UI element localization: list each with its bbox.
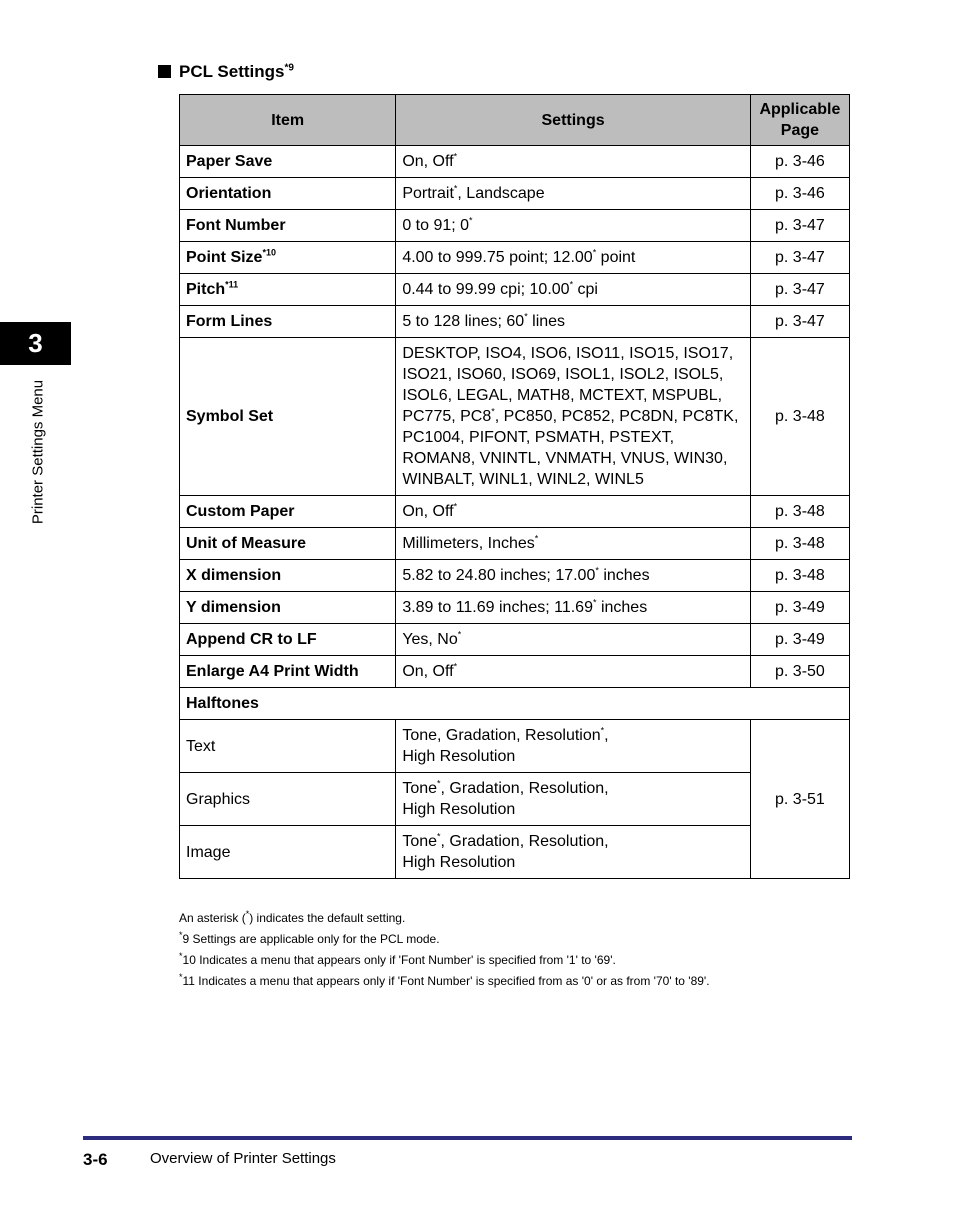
row-item-cell	[180, 274, 396, 306]
row-page-cell	[750, 592, 849, 624]
row-settings-cell	[396, 274, 751, 306]
square-bullet-icon	[158, 65, 171, 78]
table-row	[180, 592, 850, 624]
sub-settings-text-line2: High Resolution	[402, 801, 516, 818]
halftones-page-ref: p. 3-51	[775, 790, 825, 808]
section-heading	[158, 62, 294, 82]
default-asterisk: *	[453, 661, 458, 672]
row-item-label: Custom Paper	[186, 503, 295, 520]
footnote	[179, 950, 879, 971]
default-asterisk: *	[437, 831, 441, 842]
row-settings-cell	[396, 338, 751, 496]
row-item-cell	[180, 146, 396, 178]
pcl-settings-table	[179, 94, 850, 879]
row-page-ref: p. 3-46	[775, 185, 825, 202]
row-page-ref: p. 3-50	[775, 663, 825, 680]
default-asterisk: *	[453, 151, 458, 162]
row-item-footnote-mark: *11	[225, 279, 239, 290]
row-page-cell	[750, 178, 849, 210]
sub-settings-text: Tone	[402, 833, 438, 850]
row-settings-text: DESKTOP, ISO4, ISO6, ISO11, ISO15, ISO17, ISO21, ISO60, ISO69, ISOL1, ISOL2, ISOL5, ISOL6, LEGAL, MATH8, MCTEXT, MSPUBL, PC775, PC8	[402, 345, 734, 425]
table-row	[180, 560, 850, 592]
sub-settings-cell	[396, 720, 751, 773]
row-item-label: Pitch	[186, 281, 226, 298]
header-page-line2: Page	[780, 122, 820, 139]
row-item-label: Unit of Measure	[186, 535, 307, 552]
row-item-label: Symbol Set	[186, 408, 274, 425]
row-settings-cell	[396, 178, 751, 210]
row-item-label: Paper Save	[186, 153, 273, 170]
sub-item-cell	[180, 720, 396, 773]
row-item-cell	[180, 528, 396, 560]
halftones-label-cell	[180, 688, 850, 720]
sub-settings-text-line2: High Resolution	[402, 748, 516, 765]
table-row-halftone-sub	[180, 773, 850, 826]
sub-settings-text-line2: High Resolution	[402, 854, 516, 871]
row-page-ref: p. 3-48	[775, 408, 825, 425]
table-row-halftones	[180, 688, 850, 720]
row-page-cell	[750, 624, 849, 656]
row-settings-cell	[396, 210, 751, 242]
row-page-cell	[750, 656, 849, 688]
row-settings-text-cont: lines	[527, 313, 566, 330]
table-row-halftone-sub	[180, 720, 850, 773]
row-settings-text: Millimeters, Inches	[402, 535, 535, 552]
header-settings: Settings	[396, 95, 751, 146]
row-item-cell	[180, 496, 396, 528]
row-settings-text: 5 to 128 lines; 60	[402, 313, 525, 330]
row-page-cell	[750, 274, 849, 306]
default-asterisk: *	[534, 533, 539, 544]
header-applicable-page	[750, 95, 849, 146]
footnote-asterisk: *	[245, 909, 250, 919]
row-settings-text-cont: , PC850, PC852, PC8DN, PC8TK, PC1004, PIFONT, PSMATH, PSTEXT, ROMAN8, VNINTL, VNMATH, VNUS, WIN30, WINBALT, WINL1, WINL2, WINL5	[402, 408, 739, 488]
header-page-line1: Applicable	[759, 101, 841, 118]
footnote	[179, 908, 879, 929]
default-asterisk: *	[569, 279, 574, 290]
row-page-ref: p. 3-48	[775, 503, 825, 520]
table-row	[180, 274, 850, 306]
row-page-ref: p. 3-47	[775, 313, 825, 330]
row-settings-text: 3.89 to 11.69 inches; 11.69	[402, 599, 593, 616]
table-row	[180, 656, 850, 688]
default-asterisk: *	[437, 778, 441, 789]
footnote-asterisk: *	[179, 951, 183, 961]
footnote	[179, 929, 879, 950]
row-item-cell	[180, 338, 396, 496]
row-settings-cell	[396, 592, 751, 624]
sub-settings-text: Tone	[402, 780, 438, 797]
row-item-label: Y dimension	[186, 599, 281, 616]
table-row	[180, 306, 850, 338]
default-asterisk: *	[524, 311, 528, 322]
row-settings-text: 0.44 to 99.99 cpi; 10.00	[402, 281, 570, 298]
row-item-label: Font Number	[186, 217, 286, 234]
row-page-cell	[750, 306, 849, 338]
default-asterisk: *	[457, 629, 462, 640]
section-title: PCL Settings	[179, 62, 285, 81]
row-item-cell	[180, 306, 396, 338]
row-item-footnote-mark: *10	[262, 247, 276, 258]
row-page-ref: p. 3-47	[775, 281, 825, 298]
row-settings-text: Yes, No	[402, 631, 458, 648]
row-settings-text-cont: point	[596, 249, 636, 266]
table-row	[180, 528, 850, 560]
table-row	[180, 338, 850, 496]
default-asterisk: *	[592, 597, 597, 608]
table-row	[180, 210, 850, 242]
default-asterisk: *	[592, 247, 597, 258]
sub-settings-text-cont: , Gradation, Resolution,	[440, 833, 609, 850]
table-row	[180, 178, 850, 210]
row-item-cell	[180, 592, 396, 624]
row-settings-cell	[396, 624, 751, 656]
footnote-text-cont: 10 Indicates a menu that appears only if 'Font Number' is specified from '1' to '69'.	[182, 953, 616, 967]
row-settings-text: On, Off	[402, 663, 454, 680]
sub-settings-text-cont: , Gradation, Resolution,	[440, 780, 609, 797]
row-item-cell	[180, 242, 396, 274]
footnote-text: An asterisk (	[179, 911, 246, 925]
row-settings-cell	[396, 496, 751, 528]
table-row	[180, 496, 850, 528]
sub-item-cell	[180, 826, 396, 879]
row-page-ref: p. 3-49	[775, 599, 825, 616]
footer-title: Overview of Printer Settings	[150, 1150, 336, 1167]
chapter-side-label: Printer Settings Menu	[29, 379, 47, 525]
row-settings-text-cont: cpi	[573, 281, 598, 298]
page-number: 3-6	[83, 1150, 108, 1169]
row-page-ref: p. 3-48	[775, 535, 825, 552]
row-item-cell	[180, 656, 396, 688]
table-row	[180, 624, 850, 656]
chapter-tab	[0, 322, 71, 365]
default-asterisk: *	[453, 501, 458, 512]
chapter-number: 3	[28, 328, 43, 358]
row-item-label: Point Size	[186, 249, 263, 266]
row-page-ref: p. 3-47	[775, 217, 825, 234]
row-item-cell	[180, 178, 396, 210]
row-page-ref: p. 3-46	[775, 153, 825, 170]
row-page-cell	[750, 146, 849, 178]
sub-settings-cell	[396, 773, 751, 826]
row-settings-text-cont: inches	[596, 599, 648, 616]
row-page-cell	[750, 528, 849, 560]
row-settings-cell	[396, 242, 751, 274]
row-settings-text: Portrait	[402, 185, 454, 202]
default-asterisk: *	[491, 406, 495, 417]
footnote-asterisk: *	[179, 972, 183, 982]
row-settings-cell	[396, 528, 751, 560]
default-asterisk: *	[469, 215, 473, 226]
row-settings-cell	[396, 306, 751, 338]
row-item-cell	[180, 624, 396, 656]
row-settings-text-cont: , Landscape	[457, 185, 545, 202]
footnote-text-cont: ) indicates the default setting.	[249, 911, 406, 925]
footnote-text-cont: 9 Settings are applicable only for the PCL mode.	[182, 932, 440, 946]
footnotes	[179, 908, 879, 992]
footnote-text-cont: 11 Indicates a menu that appears only if 'Font Number' is specified from as '0' or as from '70' to '89'.	[182, 974, 710, 988]
row-settings-text: On, Off	[402, 503, 454, 520]
default-asterisk: *	[453, 183, 458, 194]
sub-item-cell	[180, 773, 396, 826]
row-page-ref: p. 3-49	[775, 631, 825, 648]
halftones-label: Halftones	[186, 695, 259, 712]
sub-item-label: Text	[186, 737, 216, 755]
section-title-footnote-mark: *9	[284, 62, 294, 74]
row-item-label: Orientation	[186, 185, 272, 202]
row-settings-cell	[396, 560, 751, 592]
row-settings-cell	[396, 656, 751, 688]
row-page-cell	[750, 560, 849, 592]
halftones-page-cell	[750, 720, 849, 879]
row-page-cell	[750, 496, 849, 528]
row-settings-text: 4.00 to 999.75 point; 12.00	[402, 249, 593, 266]
row-page-ref: p. 3-47	[775, 249, 825, 266]
row-item-label: Enlarge A4 Print Width	[186, 663, 359, 680]
row-item-label: Form Lines	[186, 313, 273, 330]
table-row	[180, 242, 850, 274]
sub-settings-text-cont: ,	[604, 727, 609, 744]
sub-item-label: Graphics	[186, 790, 251, 808]
table-row	[180, 146, 850, 178]
row-page-cell	[750, 242, 849, 274]
default-asterisk: *	[600, 725, 605, 736]
row-item-cell	[180, 210, 396, 242]
row-page-cell	[750, 338, 849, 496]
row-settings-text: 0 to 91; 0	[402, 217, 470, 234]
table-header-row	[180, 95, 850, 146]
header-item: Item	[180, 95, 396, 146]
default-asterisk: *	[595, 565, 599, 576]
footnote	[179, 971, 879, 992]
table-row-halftone-sub	[180, 826, 850, 879]
row-item-label: Append CR to LF	[186, 631, 317, 648]
row-settings-cell	[396, 146, 751, 178]
footnote-asterisk: *	[179, 930, 183, 940]
sub-settings-text: Tone, Gradation, Resolution	[402, 727, 601, 744]
row-settings-text-cont: inches	[598, 567, 650, 584]
row-page-cell	[750, 210, 849, 242]
footer-rule	[83, 1136, 852, 1140]
row-settings-text: On, Off	[402, 153, 454, 170]
sub-item-label: Image	[186, 843, 231, 861]
sub-settings-cell	[396, 826, 751, 879]
row-item-label: X dimension	[186, 567, 282, 584]
row-item-cell	[180, 560, 396, 592]
row-settings-text: 5.82 to 24.80 inches; 17.00	[402, 567, 596, 584]
row-page-ref: p. 3-48	[775, 567, 825, 584]
